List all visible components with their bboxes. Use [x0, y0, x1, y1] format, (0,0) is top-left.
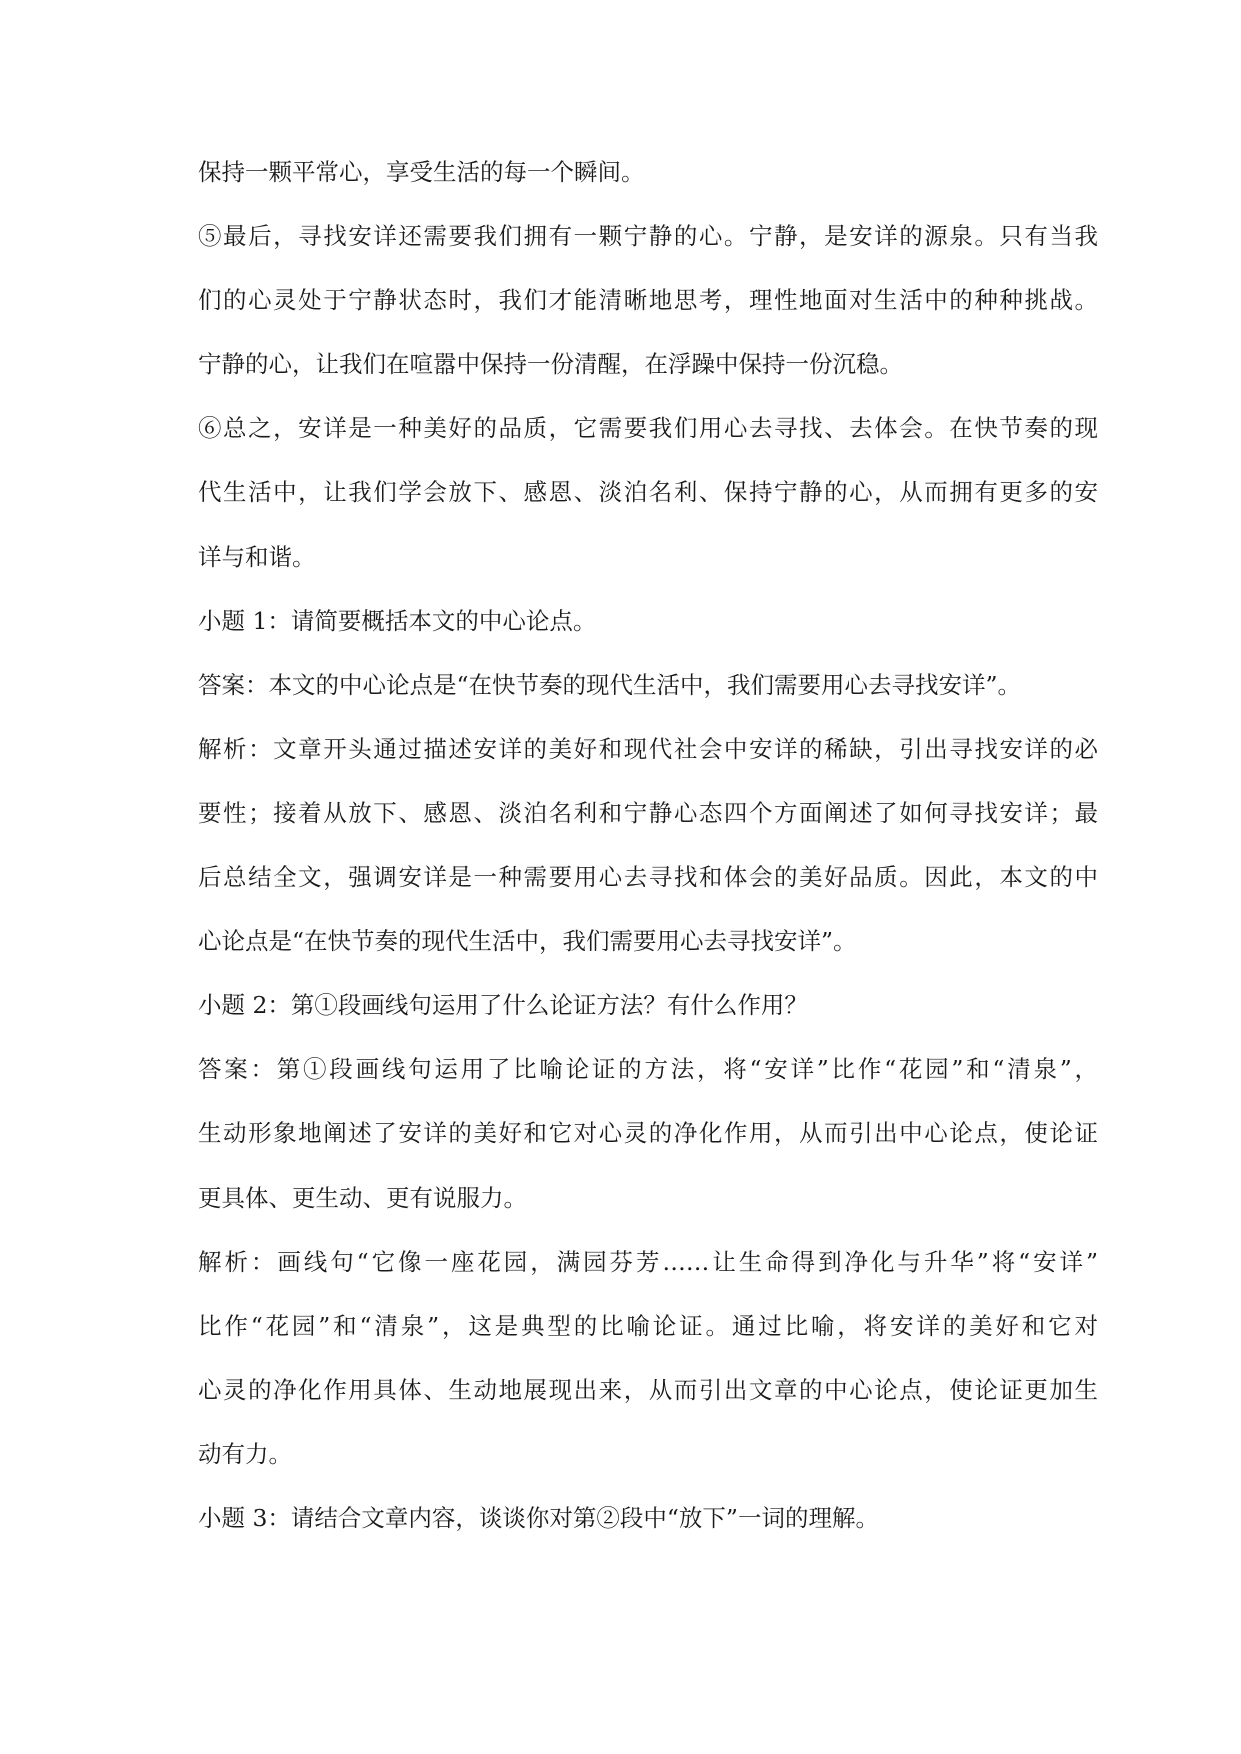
analysis-2-line-3: 心灵的净化作用具体、生动地展现出来，从而引出文章的中心论点，使论证更加生	[198, 1375, 1098, 1404]
text-line-3: 们的心灵处于宁静状态时，我们才能清晰地思考，理性地面对生活中的种种挑战。	[198, 286, 1098, 315]
text-line-2: ⑤最后，寻找安详还需要我们拥有一颗宁静的心。宁静，是安详的源泉。只有当我	[198, 222, 1098, 251]
question-1: 小题 1：请简要概括本文的中心论点。	[198, 606, 597, 635]
analysis-1-line-2: 要性；接着从放下、感恩、淡泊名利和宁静心态四个方面阐述了如何寻找安详；最	[198, 798, 1098, 827]
analysis-2-line-2: 比作“花园”和“清泉”，这是典型的比喻论证。通过比喻，将安详的美好和它对	[198, 1311, 1098, 1340]
answer-2-line-2: 生动形象地阐述了安详的美好和它对心灵的净化作用，从而引出中心论点，使论证	[198, 1119, 1098, 1148]
answer-2-line-1: 答案：第①段画线句运用了比喻论证的方法，将“安详”比作“花园”和“清泉”，	[198, 1055, 1098, 1084]
answer-1: 答案：本文的中心论点是“在快节奏的现代生活中，我们需要用心去寻找安详”。	[198, 670, 1022, 699]
text-line-4: 宁静的心，让我们在喧嚣中保持一份清醒，在浮躁中保持一份沉稳。	[198, 350, 903, 379]
question-3: 小题 3：请结合文章内容，谈谈你对第②段中“放下”一词的理解。	[198, 1503, 879, 1532]
question-2: 小题 2：第①段画线句运用了什么论证方法？有什么作用？	[198, 991, 808, 1020]
document-body	[198, 140, 1098, 1550]
analysis-1-line-3: 后总结全文，强调安详是一种需要用心去寻找和体会的美好品质。因此，本文的中	[198, 863, 1098, 892]
text-line-7: 详与和谐。	[198, 542, 316, 571]
text-line-1: 保持一颗平常心，享受生活的每一个瞬间。	[198, 158, 645, 186]
analysis-1-line-1: 解析：文章开头通过描述安详的美好和现代社会中安详的稀缺，引出寻找安详的必	[198, 734, 1098, 763]
text-line-5: ⑥总之，安详是一种美好的品质，它需要我们用心去寻找、去体会。在快节奏的现	[198, 414, 1098, 443]
answer-2-line-3: 更具体、更生动、更有说服力。	[198, 1183, 527, 1212]
text-line-6: 代生活中，让我们学会放下、感恩、淡泊名利、保持宁静的心，从而拥有更多的安	[198, 478, 1098, 507]
analysis-2-line-1: 解析：画线句“它像一座花园，满园芬芳……让生命得到净化与升华”将“安详”	[198, 1247, 1098, 1276]
analysis-1-line-4: 心论点是“在快节奏的现代生活中，我们需要用心去寻找安详”。	[198, 927, 857, 956]
analysis-2-line-4: 动有力。	[198, 1439, 292, 1468]
